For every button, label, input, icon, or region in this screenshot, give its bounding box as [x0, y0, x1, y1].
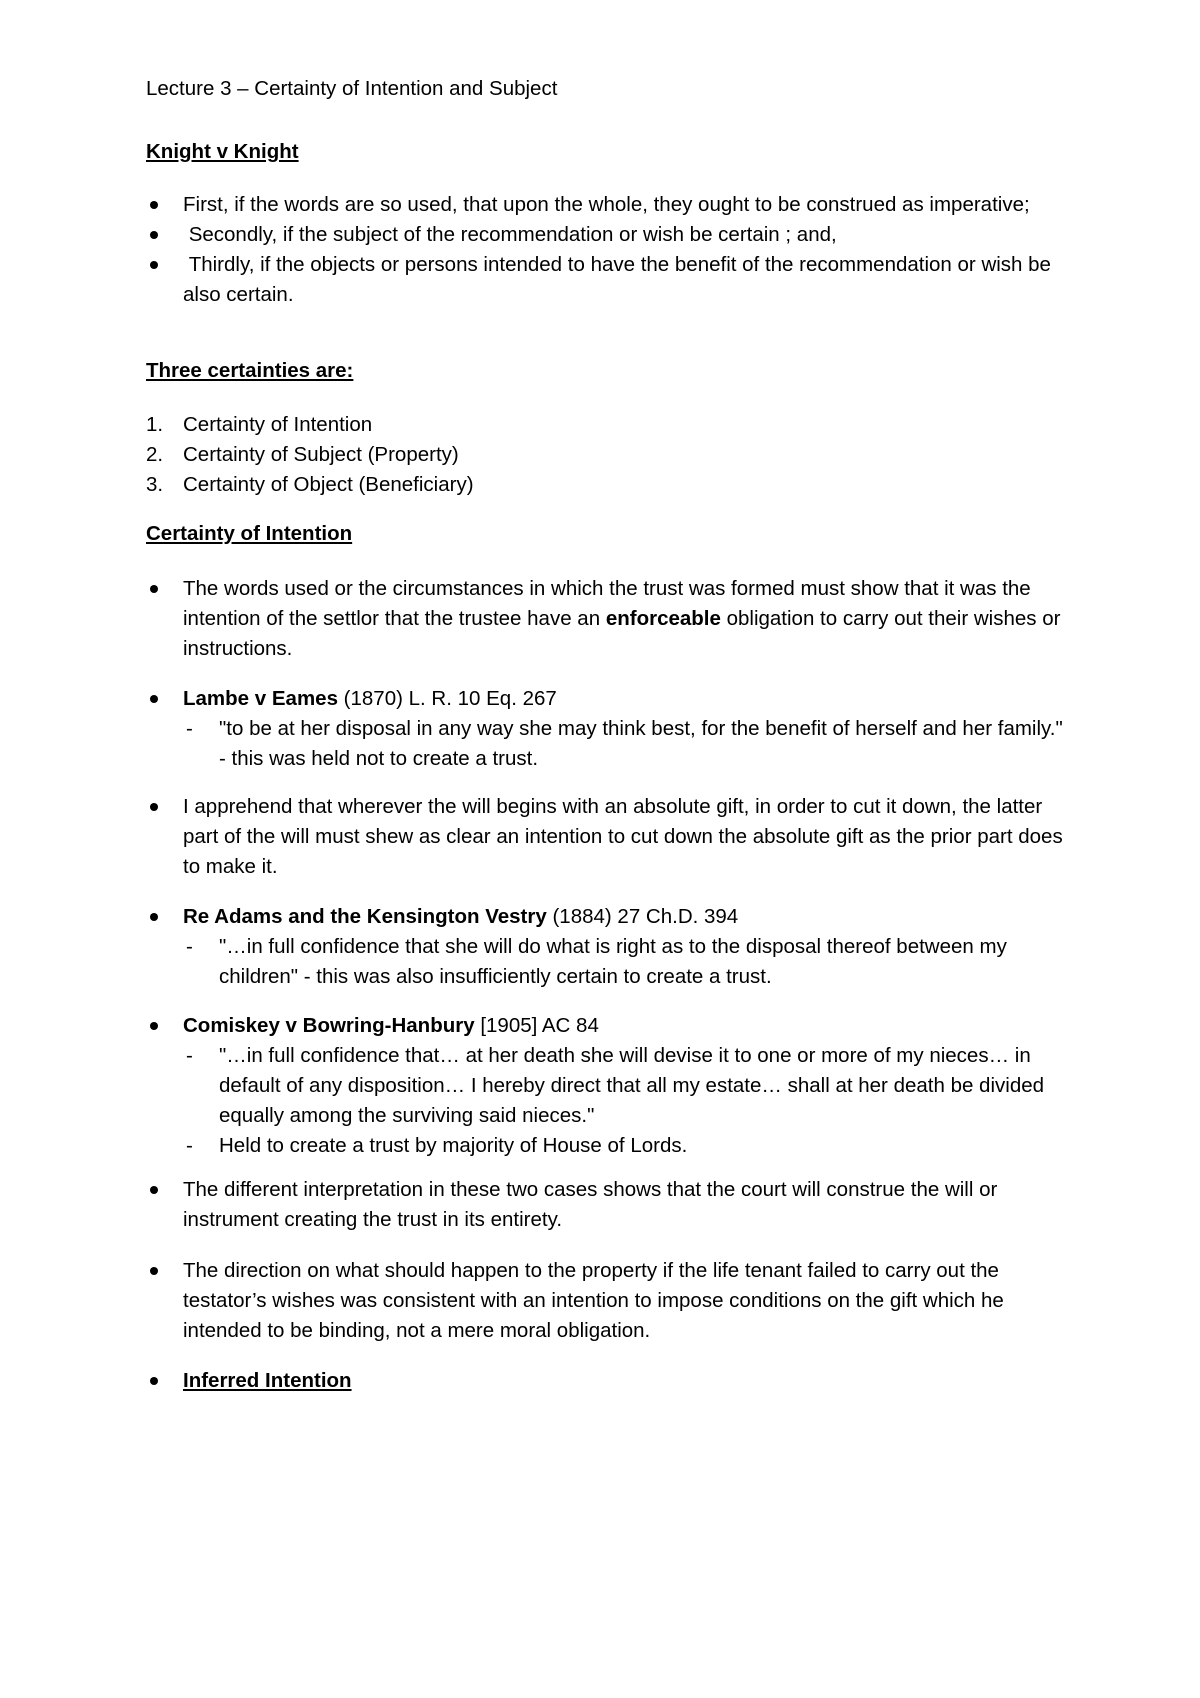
- list-number: 3.: [146, 473, 164, 496]
- bullet-icon: [150, 585, 158, 593]
- three-certainties-list: [146, 410, 1066, 500]
- list-item: [146, 902, 1066, 932]
- case-citation: (1870) L. R. 10 Eq. 267: [337, 687, 557, 710]
- bullet-icon: [150, 261, 158, 269]
- case-name: Comiskey v Bowring-Hanbury: [183, 1014, 475, 1037]
- list-item-text: The direction on what should happen to the property if the life tenant failed to carry out the testator’s wishes was consistent with an intention to impose conditions on the gift which he intended to be binding, not a mere moral obligation.: [183, 1259, 1004, 1342]
- case-citation: [1905] AC 84: [474, 1014, 599, 1037]
- list-item: [146, 190, 1066, 220]
- dash-marker: -: [186, 935, 193, 958]
- certainty-intention-heading: Certainty of Intention: [146, 522, 353, 545]
- list-number: 2.: [146, 443, 164, 466]
- text-run: The words used or the circumstances in which the trust was formed must show that it was the intention of the settlor that the trustee have an: [183, 577, 1031, 630]
- text-run: obligation to carry out their wishes or instructions.: [183, 607, 1061, 660]
- document-title: Lecture 3 – Certainty of Intention and Subject: [146, 77, 558, 100]
- dash-marker: -: [186, 717, 193, 740]
- bullet-icon: [150, 1267, 158, 1275]
- list-item: [146, 440, 1066, 470]
- three-certainties-heading: Three certainties are:: [146, 359, 354, 382]
- apprehend-para: [146, 792, 1066, 882]
- lambe-case: [146, 684, 1066, 774]
- sub-item: [146, 714, 1066, 774]
- list-item: [146, 470, 1066, 500]
- list-item: [146, 1011, 1066, 1041]
- case-name: Re Adams and the Kensington Vestry: [183, 905, 547, 928]
- list-item: [146, 250, 1066, 310]
- comiskey-case: [146, 1011, 1066, 1161]
- bullet-icon: [150, 1186, 158, 1194]
- adams-case: [146, 902, 1066, 992]
- knight-list: [146, 190, 1066, 310]
- list-item-text: Certainty of Object (Beneficiary): [183, 473, 474, 496]
- list-item-text: Certainty of Intention: [183, 413, 373, 436]
- list-item: [146, 684, 1066, 714]
- bullet-icon: [150, 695, 158, 703]
- sub-item: [146, 932, 1066, 992]
- bullet-icon: [150, 803, 158, 811]
- direction-para: [146, 1256, 1066, 1346]
- intention-para-1: [146, 574, 1066, 664]
- list-item: [146, 792, 1066, 882]
- sub-item-text: "…in full confidence that… at her death she will devise it to one or more of my nieces… in default of any disposition… I hereby direct that all my estate… shall at her death be divided equally among the surviving said nieces.": [219, 1044, 1045, 1127]
- dash-marker: -: [186, 1044, 193, 1067]
- bullet-icon: [150, 1022, 158, 1030]
- list-item: [146, 410, 1066, 440]
- list-item-text: I apprehend that wherever the will begins with an absolute gift, in order to cut it down, the latter part of the will must shew as clear an intention to cut down the absolute gift as the prior part does to make it.: [183, 795, 1063, 878]
- emphasis-text: enforceable: [605, 607, 721, 630]
- list-item: [146, 574, 1066, 664]
- list-number: 1.: [146, 413, 164, 436]
- sub-item-text: "to be at her disposal in any way she may think best, for the benefit of herself and her family." - this was held not to create a trust.: [219, 717, 1063, 770]
- list-item: [146, 1256, 1066, 1346]
- sub-item-text: Held to create a trust by majority of House of Lords.: [219, 1134, 688, 1157]
- sub-item-text: "…in full confidence that she will do what is right as to the disposal thereof between my children" - this was also insufficiently certain to create a trust.: [219, 935, 1007, 988]
- list-item-text: Secondly, if the subject of the recommendation or wish be certain ; and,: [183, 223, 837, 246]
- list-item-text: The different interpretation in these two cases shows that the court will construe the will or instrument creating the trust in its entirety.: [183, 1178, 998, 1231]
- case-name: Lambe v Eames: [183, 687, 338, 710]
- list-item: [146, 1366, 1066, 1396]
- different-interpretation-para: [146, 1175, 1066, 1235]
- bullet-icon: [150, 1377, 158, 1385]
- dash-marker: -: [186, 1134, 193, 1157]
- list-item-text: Certainty of Subject (Property): [183, 443, 459, 466]
- sub-item: [146, 1131, 1066, 1161]
- inferred-intention-item: [146, 1366, 1066, 1396]
- list-item-text: First, if the words are so used, that upon the whole, they ought to be construed as imperative;: [183, 193, 1030, 216]
- inferred-intention-heading: Inferred Intention: [183, 1369, 352, 1392]
- bullet-icon: [150, 913, 158, 921]
- sub-item: [146, 1041, 1066, 1131]
- knight-heading: Knight v Knight: [146, 140, 299, 163]
- list-item-text: Thirdly, if the objects or persons intended to have the benefit of the recommendation or wish be also certain.: [183, 253, 1057, 306]
- list-item: [146, 220, 1066, 250]
- list-item: [146, 1175, 1066, 1235]
- case-citation: (1884) 27 Ch.D. 394: [546, 905, 739, 928]
- bullet-icon: [150, 201, 158, 209]
- bullet-icon: [150, 231, 158, 239]
